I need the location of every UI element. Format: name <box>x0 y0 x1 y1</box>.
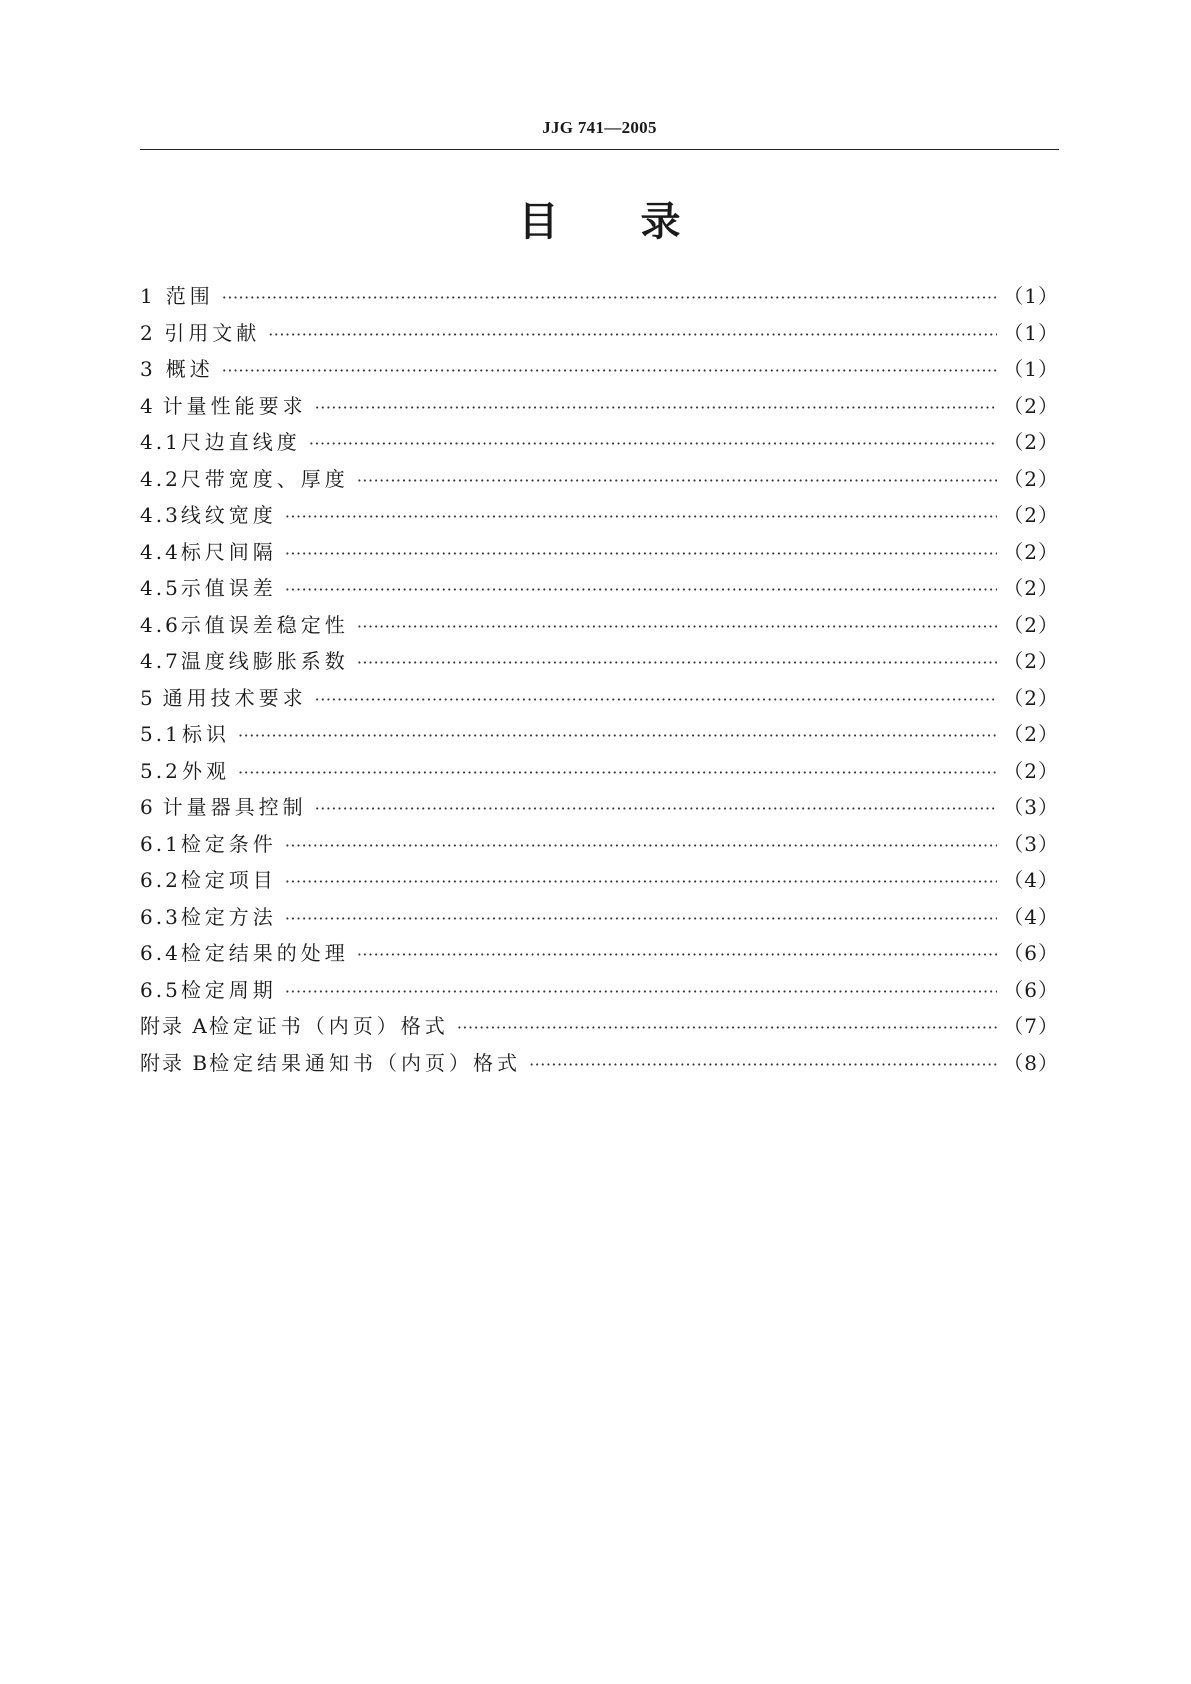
toc-entry-label: 标识 <box>182 722 231 746</box>
toc-entry-number: 4.4 <box>140 539 181 564</box>
toc-dot-leader <box>268 317 997 354</box>
toc-entry-number: 5.2 <box>140 758 181 783</box>
toc-entry-label: 概述 <box>165 357 214 381</box>
toc-entry-page: （4） <box>1003 868 1059 892</box>
toc-dot-leader <box>457 1010 997 1047</box>
toc-entry-number: 附录 A <box>140 1014 209 1038</box>
toc-entry[interactable] <box>140 899 1059 936</box>
toc-entry-label: 检定方法 <box>180 904 277 929</box>
toc-entry-label: 检定证书（内页）格式 <box>208 1014 449 1038</box>
toc-dot-leader <box>238 755 997 792</box>
toc-entry-page: （2） <box>1003 758 1059 783</box>
toc-entry-label: 检定项目 <box>180 868 277 892</box>
toc-entry[interactable] <box>140 935 1059 972</box>
toc-dot-leader <box>222 353 998 390</box>
toc-entry-page: （6） <box>1003 941 1059 965</box>
toc-title <box>140 196 1059 248</box>
toc-entry-number: 4.5 <box>140 576 181 600</box>
toc-entry-page: （2） <box>1003 393 1059 418</box>
toc-entry-number: 4.1 <box>140 430 181 454</box>
toc-entry[interactable] <box>140 680 1059 717</box>
table-of-contents <box>140 278 1059 1081</box>
toc-dot-leader <box>238 718 997 755</box>
toc-entry[interactable] <box>140 570 1059 607</box>
toc-entry-number: 6.1 <box>140 831 181 856</box>
toc-dot-leader <box>285 828 997 865</box>
header-divider <box>140 149 1059 150</box>
toc-entry[interactable] <box>140 351 1059 388</box>
toc-entry[interactable] <box>140 388 1059 425</box>
toc-title-char-1: 目 <box>518 199 559 245</box>
toc-entry[interactable] <box>140 1045 1059 1082</box>
toc-entry-page: （2） <box>1003 722 1059 746</box>
toc-dot-leader <box>529 1047 997 1084</box>
toc-entry[interactable] <box>140 643 1059 680</box>
toc-entry-number: 6 <box>140 795 156 819</box>
toc-entry-number: 4.7 <box>140 649 181 673</box>
toc-dot-leader <box>357 937 997 974</box>
toc-entry-page: （2） <box>1003 612 1059 637</box>
toc-entry[interactable] <box>140 497 1059 534</box>
toc-dot-leader <box>285 499 997 536</box>
toc-entry-page: （1） <box>1003 320 1059 345</box>
toc-dot-leader <box>357 645 997 682</box>
toc-entry-page: （7） <box>1003 1014 1059 1038</box>
toc-entry-label: 检定周期 <box>180 977 277 1002</box>
toc-entry-label: 温度线膨胀系数 <box>180 649 349 673</box>
toc-entry[interactable] <box>140 278 1059 315</box>
toc-entry-label: 计量器具控制 <box>162 795 307 819</box>
toc-entry-number: 6.2 <box>140 868 181 892</box>
toc-entry-page: （2） <box>1003 649 1059 673</box>
toc-entry-label: 通用技术要求 <box>162 685 307 710</box>
toc-entry[interactable] <box>140 607 1059 644</box>
toc-entry-number: 3 <box>140 357 156 381</box>
toc-entry-page: （2） <box>1003 539 1059 564</box>
toc-entry-page: （4） <box>1003 904 1059 929</box>
toc-entry[interactable] <box>140 826 1059 863</box>
toc-entry-number: 1 <box>140 284 156 308</box>
toc-dot-leader <box>285 572 997 609</box>
toc-entry-page: （2） <box>1003 685 1059 710</box>
toc-entry-page: （2） <box>1003 466 1059 491</box>
toc-entry-number: 4 <box>140 393 156 418</box>
toc-dot-leader <box>285 864 997 901</box>
toc-entry-number: 4.6 <box>140 612 181 637</box>
running-header: JJG 741—2005 <box>542 118 657 137</box>
toc-title-char-2: 录 <box>640 199 681 245</box>
toc-entry[interactable] <box>140 753 1059 790</box>
toc-dot-leader <box>315 390 998 427</box>
toc-entry-page: （1） <box>1003 284 1059 308</box>
toc-entry-page: （8） <box>1003 1050 1059 1075</box>
toc-entry-page: （2） <box>1003 576 1059 600</box>
toc-dot-leader <box>285 974 997 1011</box>
toc-dot-leader <box>357 463 997 500</box>
toc-entry-label: 示值误差稳定性 <box>180 612 349 637</box>
toc-dot-leader <box>222 280 998 317</box>
toc-entry-label: 检定条件 <box>180 831 277 856</box>
toc-entry-number: 6.4 <box>140 941 181 965</box>
toc-entry[interactable] <box>140 461 1059 498</box>
toc-entry[interactable] <box>140 424 1059 461</box>
toc-dot-leader <box>357 609 997 646</box>
toc-dot-leader <box>315 682 998 719</box>
toc-entry-number: 4.3 <box>140 503 181 527</box>
toc-entry-page: （6） <box>1003 977 1059 1002</box>
toc-entry-label: 尺带宽度、厚度 <box>180 466 349 491</box>
toc-entry-page: （3） <box>1003 795 1059 819</box>
toc-entry-page: （2） <box>1003 503 1059 527</box>
toc-entry-label: 示值误差 <box>180 576 277 600</box>
toc-entry[interactable] <box>140 972 1059 1009</box>
toc-dot-leader <box>315 791 998 828</box>
toc-entry-page: （2） <box>1003 430 1059 454</box>
toc-entry[interactable] <box>140 534 1059 571</box>
toc-entry[interactable] <box>140 789 1059 826</box>
toc-dot-leader <box>309 426 997 463</box>
toc-entry-label: 外观 <box>182 758 231 783</box>
toc-entry[interactable] <box>140 862 1059 899</box>
toc-dot-leader <box>285 901 997 938</box>
toc-entry-label: 检定结果的处理 <box>180 941 349 965</box>
toc-entry-label: 尺边直线度 <box>180 430 301 454</box>
toc-entry-label: 检定结果通知书（内页）格式 <box>209 1050 522 1075</box>
toc-entry[interactable] <box>140 315 1059 352</box>
toc-entry-label: 计量性能要求 <box>162 393 307 418</box>
toc-entry-number: 6.5 <box>140 977 181 1002</box>
toc-entry-label: 引用文献 <box>164 320 261 345</box>
toc-entry-page: （3） <box>1003 831 1059 856</box>
toc-entry-label: 标尺间隔 <box>180 539 277 564</box>
toc-entry-number: 4.2 <box>140 466 181 491</box>
toc-entry-label: 范围 <box>165 284 214 308</box>
toc-entry-page: （1） <box>1003 357 1059 381</box>
toc-entry-number: 5 <box>140 685 156 710</box>
toc-entry-number: 2 <box>140 320 156 345</box>
toc-dot-leader <box>285 536 997 573</box>
toc-entry[interactable] <box>140 716 1059 753</box>
toc-entry-number: 附录 B <box>140 1050 210 1075</box>
toc-entry-label: 线纹宽度 <box>180 503 277 527</box>
toc-entry-number: 5.1 <box>140 722 181 746</box>
toc-entry[interactable] <box>140 1008 1059 1045</box>
toc-entry-number: 6.3 <box>140 904 181 929</box>
